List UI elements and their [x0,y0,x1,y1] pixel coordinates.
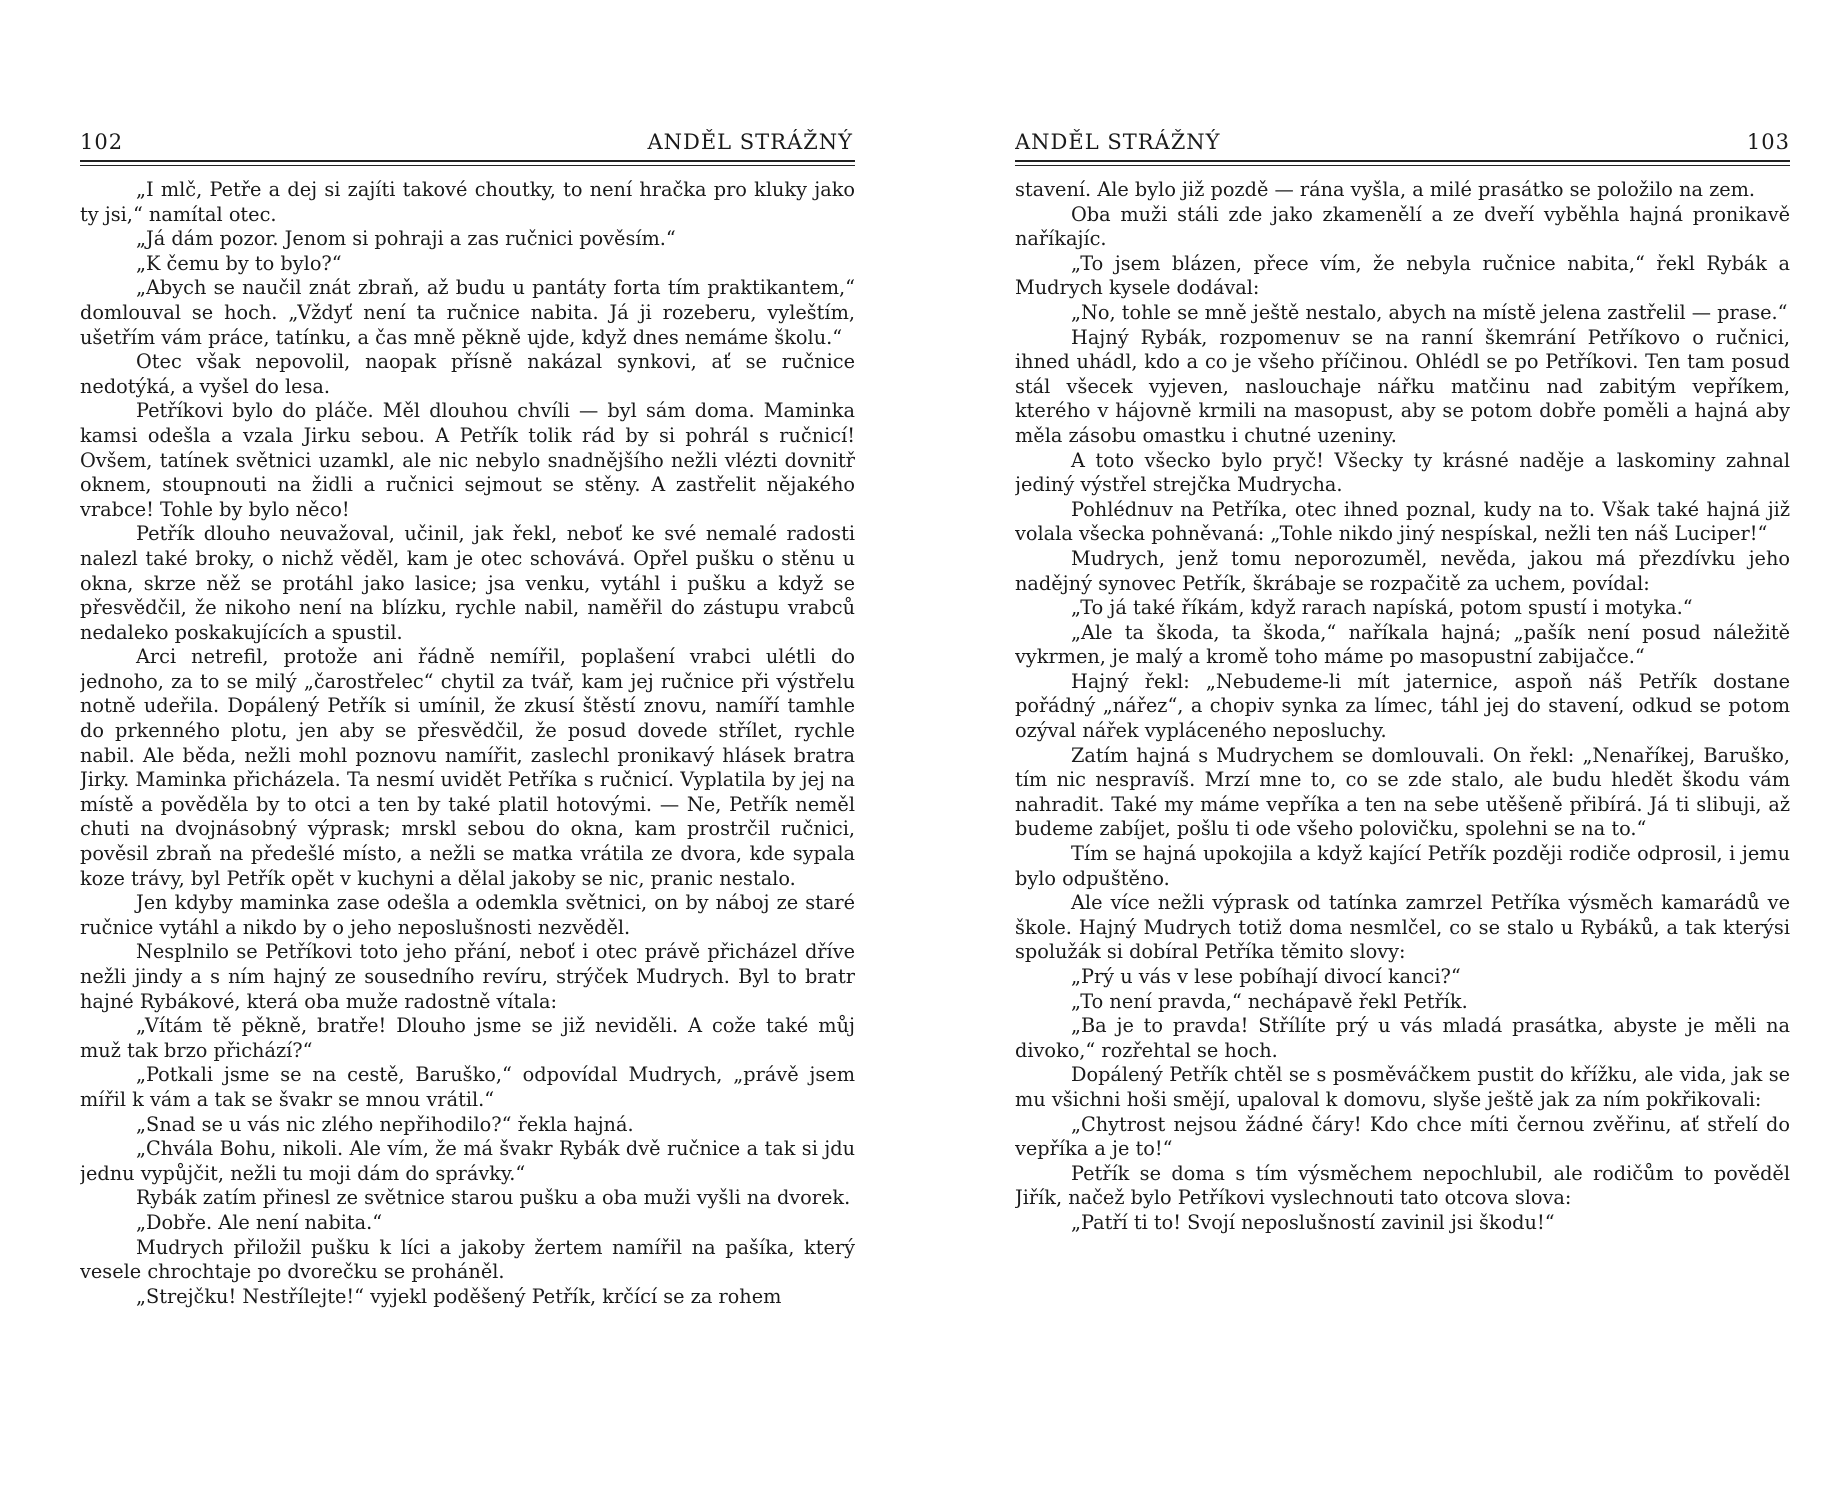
header-rule-thin [80,165,855,166]
header-rule-thin [1015,165,1790,166]
paragraph: Dopálený Petřík chtěl se s posměváčkem pustit do křížku, ale vida, jak se mu všichni hoši smějí, upaloval k domovu, slyše ještě jak za ním pokřikovali: [1015,1063,1790,1111]
paragraph: „Prý u vás v lese pobíhají divocí kanci?“ [1071,965,1461,988]
paragraph: „Já dám pozor. Jenom si pohraji a zas ručnici pověsím.“ [136,227,676,251]
paragraph: Rybák zatím přinesl ze světnice starou pušku a oba muži vyšli na dvorek. [136,1186,851,1210]
paragraph: „Ale ta škoda, ta škoda,“ naříkala hajná; „pašík není posud náležitě vykrmen, je malý a kromě toho máme po masopustní zabijačce.“ [1015,620,1790,669]
paragraph: „Ba je to pravda! Střílíte prý u vás mladá prasátka, abyste je měli na divoko,“ rozřehtal se hoch. [1015,1014,1790,1062]
page-header [1015,128,1790,158]
paragraph: stavení. Ale bylo již pozdě — rána vyšla, a milé prasátko se položilo na zem. [1015,178,1756,201]
page-header [80,128,855,158]
paragraph: „No, tohle se mně ještě nestalo, abych na místě jelena zastřelil — prase.“ [1071,300,1788,324]
left-page [80,128,855,1438]
paragraph: Pohlédnuv na Petříka, otec ihned poznal, kudy na to. Však také hajná již volala všecka pohněvaná: „Tohle nikdo jiný nespískal, nežli ten náš Luciper!“ [1015,497,1790,546]
paragraph: Hajný řekl: „Nebudeme-li mít jaternice, aspoň náš Petřík dostane pořádný „nářez“, a chopiv synka za límec, táhl jej do stavení, odkud se potom ozýval nářek vypláceného neposluchy. [1015,669,1790,743]
paragraph: Oba muži stáli zde jako zkamenělí a ze dveří vyběhla hajná pronikavě naříkajíc. [1015,202,1790,251]
page-body [80,178,855,1309]
paragraph: „Strejčku! Nestřílejte!“ vyjekl poděšený Petřík, krčící se za rohem [136,1284,782,1308]
header-rule [80,160,855,162]
paragraph: „Patří ti to! Svojí neposlušností zavinil jsi škodu!“ [1071,1210,1555,1234]
page-number: 102 [80,130,124,154]
paragraph: Nesplnilo se Petříkovi toto jeho přání, neboť i otec právě přicházel dříve nežli jindy a s ním hajný ze sousedního revíru, strýček Mudrych. Byl to bratr hajné Rybákové, která oba muže radostně vítala: [80,940,855,1013]
paragraph: „To není pravda,“ nechápavě řekl Petřík. [1071,989,1468,1013]
paragraph: „Dobře. Ale není nabita.“ [136,1210,383,1234]
paragraph: „Chvála Bohu, nikoli. Ale vím, že má švakr Rybák dvě ručnice a tak si jdu jednu vypůjčit, nežli tu moji dám do správky.“ [80,1137,855,1185]
paragraph: Hajný Rybák, rozpomenuv se na ranní škemrání Petříkovo o ručnici, ihned uhádl, kdo a co je všeho příčinou. Ohlédl se po Petříkovi. Ten tam posud stál všecek vyjeven, naslouchaje nářku matčinu nad zabitým vepříkem, kterého v hájovně krmili na masopust, aby se potom dobře poměli a hajná aby měla zásobu omastku i chutné uzeniny. [1015,325,1790,447]
paragraph: „To já také říkám, když rarach napíská, potom spustí i motyka.“ [1071,596,1693,620]
running-title: ANDĚL STRÁŽNÝ [1015,130,1221,154]
page-number: 103 [1746,130,1790,154]
paragraph: Otec však nepovolil, naopak přísně nakázal synkovi, ať se ručnice nedotýká, a vyšel do lesa. [80,350,855,398]
paragraph: Zatím hajná s Mudrychem se domlouvali. On řekl: „Nenaříkej, Baruško, tím nic nespravíš. Mrzí mne to, co se zde stalo, ale budu hledět škodu vám nahradit. Také my máme vepříka a ten na sebe utěšeně přibírá. Já ti slibuji, až budeme zabíjet, pošlu ti ode všeho polovičku, spolehni se na to.“ [1015,743,1790,841]
paragraph: Petřík dlouho neuvažoval, učinil, jak řekl, neboť ke své nemalé radosti nalezl také broky, o nichž věděl, kam je otec schovává. Opřel pušku o stěnu u okna, skrze něž se protáhl jako lasice; jsa venku, vytáhl i pušku a když se přesvědčil, že nikoho není na blízku, rychle nabil, naměřil do zástupu vrabců nedaleko poskakujících a spustil. [80,522,855,644]
right-page [1015,128,1790,1438]
paragraph: „Snad se u vás nic zlého nepřihodilo?“ řekla hajná. [136,1112,634,1136]
paragraph: A toto všecko bylo pryč! Všecky ty krásné naděje a laskominy zahnal jediný výstřel strejčka Mudrycha. [1015,448,1790,497]
paragraph: Tím se hajná upokojila a když kající Petřík později rodiče odprosil, i jemu bylo odpuštěno. [1015,842,1790,890]
paragraph: Arci netrefil, protože ani řádně nemířil, poplašení vrabci ulétli do jednoho, za to se milý „čarostřelec“ chytil za tvář, kam jej ručnice při výstřelu notně udeřila. Dopálený Petřík si umínil, že zkusí štěstí znovu, namíří tamhle do prkenného plotu, jen aby se přesvědčil, že posud dovede střílet, rychle nabil. Ale běda, nežli mohl poznovu namířit, zaslechl pronikavý hlásek bratra Jirky. Maminka přicházela. Ta nesmí uvidět Petříka s ručnicí. Vyplatila by jej na místě a pověděla by to otci a ten by také platil hotovými. — Ne, Petřík neměl chuti na dvojnásobný výprask; mrskl sebou do okna, kam prostrčil ručnici, pověsil zbraň na předešlé místo, a nežli se matka vrátila ze dvora, kde sypala koze trávy, byl Petřík opět v kuchyni a dělal jakoby se nic, pranic nestalo. [80,645,855,890]
paragraph: Petříkovi bylo do pláče. Měl dlouhou chvíli — byl sám doma. Maminka kamsi odešla a vzala Jirku sebou. A Petřík tolik rád by si pohrál s ručnicí! Ovšem, tatínek světnici uzamkl, ale nic nebylo snadnějšího nežli vlézti dovnitř oknem, stoupnouti na židli a ručnici sejmout se stěny. A zastřelit nějakého vrabce! Tohle by bylo něco! [80,399,855,521]
paragraph: Ale více nežli výprask od tatínka zamrzel Petříka výsměch kamarádů ve škole. Hajný Mudrych totiž doma nesmlčel, co se stalo u Rybáků, a tak kterýsi spolužák si dobíral Petříka těmito slovy: [1015,891,1790,964]
paragraph: „Abych se naučil znát zbraň, až budu u pantáty forta tím praktikantem,“ domlouval se hoch. „Vždyť není ta ručnice nabita. Já ji rozeberu, vyleštím, ušetřím vám práce, tatínku, a čas mně pěkně ujde, když dnes nemáme školu.“ [80,276,855,349]
paragraph: „Chytrost nejsou žádné čáry! Kdo chce míti černou zvěřinu, ať střelí do vepříka a je to!“ [1015,1112,1790,1161]
paragraph: „Potkali jsme se na cestě, Baruško,“ odpovídal Mudrych, „právě jsem mířil k vám a tak se švakr se mnou vrátil.“ [80,1063,855,1111]
paragraph: Petřík se doma s tím výsměchem nepochlubil, ale rodičům to pověděl Jiřík, načež bylo Petříkovi vyslechnouti tato otcova slova: [1015,1161,1790,1210]
paragraph: „I mlč, Petře a dej si zajíti takové choutky, to není hračka pro kluky jako ty jsi,“ namítal otec. [80,178,855,226]
header-rule [1015,160,1790,162]
paragraph: Jen kdyby maminka zase odešla a odemkla světnici, on by náboj ze staré ručnice vytáhl a nikdo by o jeho neposlušnosti nezvěděl. [80,891,855,939]
paragraph: „K čemu by to bylo?“ [136,251,342,275]
paragraph: „To jsem blázen, přece vím, že nebyla ručnice nabita,“ řekl Rybák a Mudrych kysele dodával: [1015,251,1790,300]
page-body [1015,178,1790,1236]
paragraph: Mudrych přiložil pušku k líci a jakoby žertem namířil na pašíka, který vesele chrochtaje po dvorečku se proháněl. [80,1235,855,1284]
paragraph: Mudrych, jenž tomu neporozuměl, nevěda, jakou má přezdívku jeho nadějný synovec Petřík, škrábaje se rozpačitě za uchem, povídal: [1015,546,1790,595]
running-title: ANDĚL STRÁŽNÝ [647,130,853,154]
paragraph: „Vítám tě pěkně, bratře! Dlouho jsme se již neviděli. A cože také můj muž tak brzo přichází?“ [80,1014,855,1062]
